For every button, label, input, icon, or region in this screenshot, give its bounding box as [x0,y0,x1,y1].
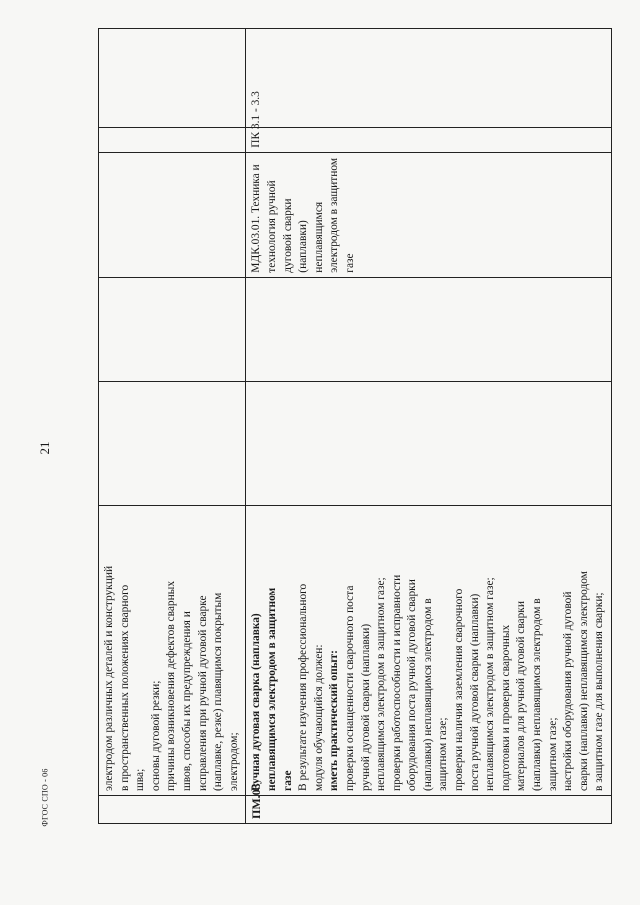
content-line: швов, способы их предупреждения и [180,611,193,791]
footer-standard-label: ФГОС СПО - 06 [40,768,50,827]
content-cell [246,506,612,796]
module-title-line: неплавящимся электродом в защитном [265,587,278,791]
empty-cell [99,29,246,128]
empty-cell [246,381,612,506]
document-table-wrapper [98,28,606,824]
content-line: электродом; [227,732,240,791]
empty-cell [246,29,612,128]
mdk-line: технология ручной [265,180,278,273]
empty-cell [246,277,612,381]
competence-cell [246,91,612,153]
content-line: (наплавки) неплавящимся электродом в [531,598,544,791]
intro-line: модуля обучающийся должен: [312,644,325,791]
content-line: настройки оборудования ручной дуговой [562,591,575,791]
practice-label: иметь практический опыт: [328,650,341,791]
content-line: в пространственных положениях сварного [118,584,131,791]
content-line: в защитном газе для выполнения сварки; [593,592,606,791]
content-line: поста ручной дуговой сварки (наплавки) [468,593,481,791]
content-line: сварки (наплавки) неплавящимся электродом [577,571,590,791]
intro-line: В результате изучения профессионального [297,583,310,791]
content-line: основы дуговой резки; [149,680,162,791]
table-row [99,29,246,824]
content-line: проверки оснащенности сварочного поста [343,585,356,791]
competence-code: ПК 3.1 - 3.3 [250,91,263,148]
mdk-line: неплавящимся [312,201,325,273]
module-title-line: газе [281,770,294,791]
content-line: материалов для ручной дуговой сварки [515,601,528,791]
content-line: проверки работоспособности и исправности [390,574,403,791]
content-line: оборудования поста ручной дуговой сварки [406,579,419,791]
empty-cell [99,152,246,277]
mdk-line: МДК.03.01. Техника и [250,164,263,273]
mdk-cell [246,152,612,277]
content-line: (наплавке, резке) плавящимся покрытым [212,592,225,791]
content-line: исправления при ручной дуговой сварке [196,595,209,791]
content-line: проверки наличия заземления сварочного [453,588,466,791]
content-line: шва; [134,768,147,791]
content-line: (наплавки) неплавящимся электродом в [421,598,434,791]
content-line: электродом различных деталей и конструкций [103,565,115,791]
mdk-line: электродом в защитном [328,157,341,273]
empty-cell [99,277,246,381]
module-code-cell: ПМ.03 [246,795,612,823]
content-line: неплавящимся электродом в защитном газе; [375,577,388,791]
curriculum-table [98,28,612,824]
module-title-line: Ручная дуговая сварка (наплавка) [250,613,263,791]
rotated-table-container [98,28,606,824]
content-cell [99,506,246,796]
empty-cell [99,381,246,506]
content-line: ручной дуговой сварки (наплавки) [359,623,372,791]
mdk-line: (наплавки) [297,220,310,273]
mdk-line: дуговой сварки [281,198,294,273]
empty-cell [99,128,246,153]
content-line: защитном газе; [437,717,450,791]
content-line: подготовки и проверки сварочных [499,624,512,791]
module-code-cell [99,795,246,823]
content-line: причины возникновения дефектов сварных [165,580,178,791]
content-line: неплавящимся электродом в защитном газе; [484,577,497,791]
mdk-line: газе [343,253,356,273]
content-line: защитном газе; [546,717,559,791]
page-number: 21 [37,441,52,455]
table-row [246,29,612,824]
